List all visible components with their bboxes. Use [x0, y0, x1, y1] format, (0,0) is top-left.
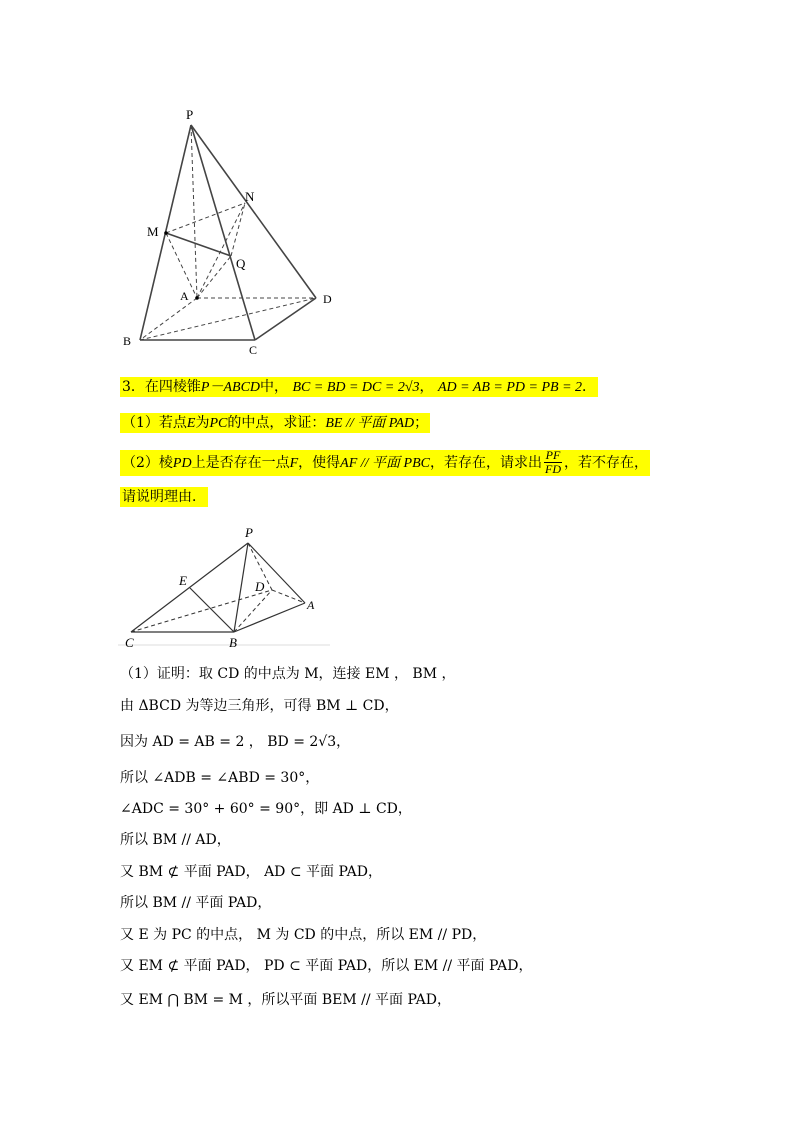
part2-claim: AF // 平面 PBC — [340, 455, 430, 471]
label-C: C — [125, 635, 134, 650]
edge-PA — [248, 543, 305, 603]
solution-line-6: 所以 BM // AD， — [120, 832, 231, 848]
problem-statement — [120, 377, 598, 398]
segment-EB — [190, 588, 234, 632]
pyramid-name: P－ABCD — [200, 380, 261, 395]
edge-PA — [191, 125, 197, 298]
label-A: A — [307, 598, 315, 612]
edge-CP — [131, 543, 248, 632]
part-2 — [120, 449, 650, 477]
edge-CD — [255, 298, 316, 340]
problem-text: 中， — [260, 379, 289, 395]
fraction-denominator: FD — [544, 462, 561, 476]
part2-tail-text: 请说明理由． — [122, 489, 206, 505]
solution-line-4: 所以 ∠ADB = ∠ABD = 30°， — [120, 770, 320, 786]
segment-PC-ref: PC — [209, 416, 228, 431]
segment-DA — [272, 590, 305, 603]
part1-claim: BE // 平面 PAD — [325, 416, 415, 431]
part-1 — [120, 413, 430, 434]
label-B: B — [123, 334, 132, 348]
solution-line-8: 所以 BM // 平面 PAD， — [120, 895, 272, 911]
problem-text: 在四棱锥 — [144, 379, 201, 395]
edge-BA — [234, 603, 305, 632]
solution-line-9: 又 E 为 PC 的中点， M 为 CD 的中点，所以 EM // PD， — [120, 927, 487, 943]
part2-text: ，使得 — [298, 454, 341, 471]
fraction-numerator: PF — [545, 448, 561, 462]
edge-PC — [191, 125, 255, 340]
ratio-fraction — [544, 449, 562, 476]
figure-pyramid-1 — [115, 100, 355, 360]
condition-2: AD = AB = PD = PB = 2 — [437, 380, 583, 395]
label-P: P — [186, 107, 194, 122]
label-C: C — [249, 343, 258, 357]
figure-pyramid-2 — [118, 520, 333, 652]
point-F-ref: F — [289, 455, 299, 471]
label-Q: Q — [236, 256, 246, 271]
pyramid-1-diagram — [115, 100, 355, 360]
label-N: N — [245, 189, 255, 204]
solution-line-2: 由 ΔBCD 为等边三角形，可得 BM ⊥ CD， — [120, 698, 399, 714]
label-A: A — [180, 289, 189, 303]
part1-text: 的中点，求证： — [227, 415, 326, 431]
separator: ， — [419, 379, 434, 395]
solution-line-10: 又 EM ⊄ 平面 PAD， PD ⊂ 平面 PAD，所以 EM // 平面 PAD， — [120, 958, 533, 974]
label-M: M — [147, 224, 159, 239]
label-E: E — [179, 573, 187, 588]
segment-PD-ref: PD — [172, 455, 192, 471]
solution-line-1: （1）证明：取 CD 的中点为 M，连接 EM ， BM ， — [120, 666, 456, 682]
part2-text: （2）棱 — [122, 454, 173, 471]
label-P: P — [245, 525, 253, 540]
segment-QN — [231, 203, 245, 256]
point-A — [195, 296, 199, 300]
pyramid-2-diagram — [118, 520, 333, 652]
part-2-tail — [120, 487, 208, 507]
solution-line-3: 因为 AD = AB = 2 ， BD = 2√3， — [120, 734, 351, 750]
diagonal-BD — [140, 298, 316, 340]
segment-MN — [166, 203, 245, 233]
period: ． — [582, 379, 597, 395]
segment-AQ — [197, 256, 231, 298]
solution-line-11: 又 EM ⋂ BM = M ，所以平面 BEM // 平面 PAD， — [120, 992, 451, 1008]
solution-line-5: ∠ADC = 30° + 60° = 90°，即 AD ⊥ CD， — [120, 801, 412, 817]
part2-text: ，若不存在， — [563, 454, 648, 471]
label-D: D — [255, 579, 265, 594]
problem-number: 3． — [122, 379, 145, 395]
part2-text: 上是否存在一点 — [191, 454, 290, 471]
point-M — [164, 231, 168, 235]
solution-line-7: 又 BM ⊄ 平面 PAD， AD ⊂ 平面 PAD， — [120, 864, 382, 880]
condition-1: BC = BD = DC = 2√3 — [292, 380, 420, 395]
label-B: B — [229, 635, 237, 650]
part2-text: ，若存在，请求出 — [429, 454, 542, 471]
semicolon: ； — [414, 415, 429, 431]
point-E-ref: E — [186, 416, 196, 431]
label-D: D — [323, 292, 332, 306]
part1-text: 为 — [195, 415, 210, 431]
part1-text: （1）若点 — [122, 415, 187, 431]
